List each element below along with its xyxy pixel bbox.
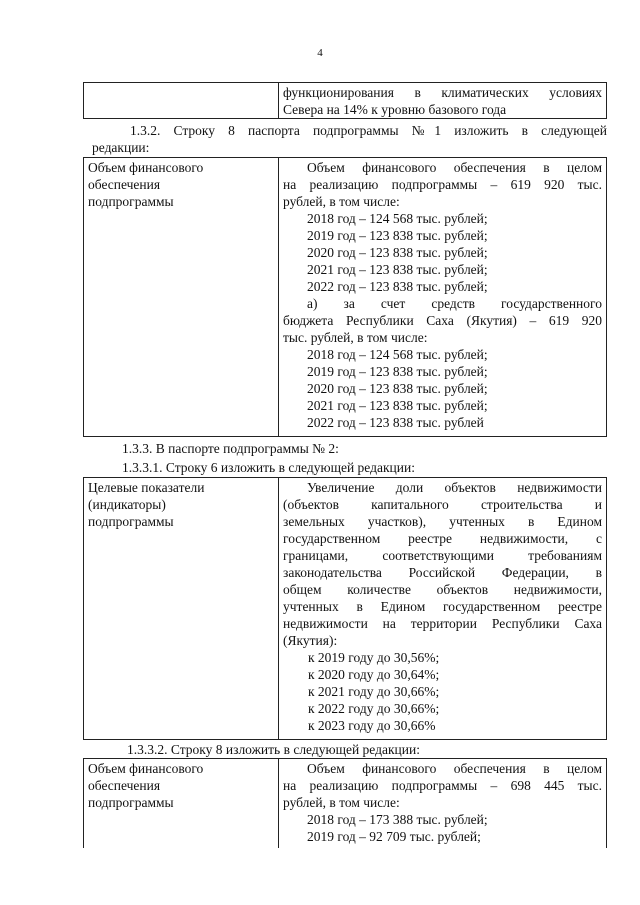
paragraph-line: 1.3.3.2. Строку 8 изложить в следующей редакции: <box>127 742 420 757</box>
cell-line: 2022 год – 123 838 тыс. рублей <box>307 415 484 430</box>
cell-line: Объем финансового обеспечения в целом <box>307 160 602 175</box>
table-financing-subprogram-2 <box>83 758 607 848</box>
table-continuation <box>83 82 607 119</box>
paragraph-1-3-3-1 <box>122 459 415 476</box>
cell-line: к 2020 году до 30,64%; <box>308 667 440 682</box>
right-cell <box>279 759 606 848</box>
left-cell <box>84 158 279 436</box>
right-cell <box>279 478 606 739</box>
cell-line: рублей, в том числе: <box>283 795 400 810</box>
cell-line: к 2022 году до 30,66%; <box>308 701 440 716</box>
cell-line: законодательства Российской Федерации, в <box>283 565 602 580</box>
paragraph-1-3-3 <box>122 440 339 457</box>
cell-line: бюджета Республики Саха (Якутия) – 619 920 <box>283 313 602 328</box>
cell-line: 2021 год – 123 838 тыс. рублей; <box>307 398 488 413</box>
right-cell <box>279 83 606 118</box>
cell-line: обеспечения <box>88 177 161 192</box>
cell-line: (Якутия): <box>283 633 338 648</box>
cell-line: 2020 год – 123 838 тыс. рублей; <box>307 245 488 260</box>
cell-line: 2018 год – 173 388 тыс. рублей; <box>307 812 488 827</box>
cell-line: 2019 год – 92 709 тыс. рублей; <box>307 829 481 844</box>
paragraph-line: 1.3.2. Строку 8 паспорта подпрограммы №1 изложить в следующей <box>130 123 607 138</box>
cell-line: 2019 год – 123 838 тыс. рублей; <box>307 364 488 379</box>
cell-line: на реализацию подпрограммы – 698 445 тыс. <box>283 778 602 793</box>
cell-line: Объем финансового <box>88 761 204 776</box>
cell-line: 2020 год – 123 838 тыс. рублей; <box>307 381 488 396</box>
paragraph-line: 1.3.3.1. Строку 6 изложить в следующей редакции: <box>122 460 415 475</box>
left-cell <box>84 83 279 118</box>
paragraph-1-3-2 <box>92 122 607 156</box>
cell-line: к 2023 году до 30,66% <box>308 718 436 733</box>
cell-line: Объем финансового <box>88 160 204 175</box>
cell-line: а) за счет средств государственного <box>307 296 602 311</box>
cell-line: учтенных в Едином государственном реестре <box>283 599 602 614</box>
cell-line: на реализацию подпрограммы – 619 920 тыс. <box>283 177 602 192</box>
cell-line: Целевые показатели <box>88 480 205 495</box>
cell-line: 2018 год – 124 568 тыс. рублей; <box>307 211 488 226</box>
left-cell <box>84 759 279 848</box>
cell-line: Объем финансового обеспечения в целом <box>307 761 602 776</box>
cell-line: 2019 год – 123 838 тыс. рублей; <box>307 228 488 243</box>
cell-line: обеспечения <box>88 778 161 793</box>
cell-line: 2018 год – 124 568 тыс. рублей; <box>307 347 488 362</box>
right-cell <box>279 158 606 436</box>
cell-line: к 2019 году до 30,56%; <box>308 650 440 665</box>
cell-line: функционирования в климатических условиях <box>283 85 602 100</box>
cell-line: общем количестве объектов недвижимости, <box>283 582 602 597</box>
cell-line: подпрограммы <box>88 795 174 810</box>
paragraph-line: редакции: <box>92 140 150 155</box>
cell-line: недвижимости на территории Республики Саха <box>283 616 602 631</box>
cell-line: Увеличение доли объектов недвижимости <box>307 480 602 495</box>
cell-line: Севера на 14% к уровню базового года <box>283 102 507 117</box>
table-target-indicators <box>83 477 607 740</box>
cell-line: к 2021 году до 30,66%; <box>308 684 440 699</box>
page-number: 4 <box>317 47 323 59</box>
cell-line: 2022 год – 123 838 тыс. рублей; <box>307 279 488 294</box>
cell-line: тыс. рублей, в том числе: <box>283 330 428 345</box>
table-financing-subprogram-1 <box>83 157 607 437</box>
cell-line: подпрограммы <box>88 194 174 209</box>
cell-line: границами, соответствующими требованиям <box>283 548 602 563</box>
cell-line: подпрограммы <box>88 514 174 529</box>
left-cell <box>84 478 279 739</box>
cell-line: земельных участков), учтенных в Едином <box>283 514 602 529</box>
cell-line: (индикаторы) <box>88 497 166 512</box>
cell-line: 2021 год – 123 838 тыс. рублей; <box>307 262 488 277</box>
paragraph-1-3-3-2 <box>127 741 420 758</box>
cell-line: рублей, в том числе: <box>283 194 400 209</box>
paragraph-line: 1.3.3. В паспорте подпрограммы № 2: <box>122 441 339 456</box>
cell-line: (объектов капитального строительства и <box>283 497 602 512</box>
cell-line: государственном реестре недвижимости, с <box>283 531 602 546</box>
